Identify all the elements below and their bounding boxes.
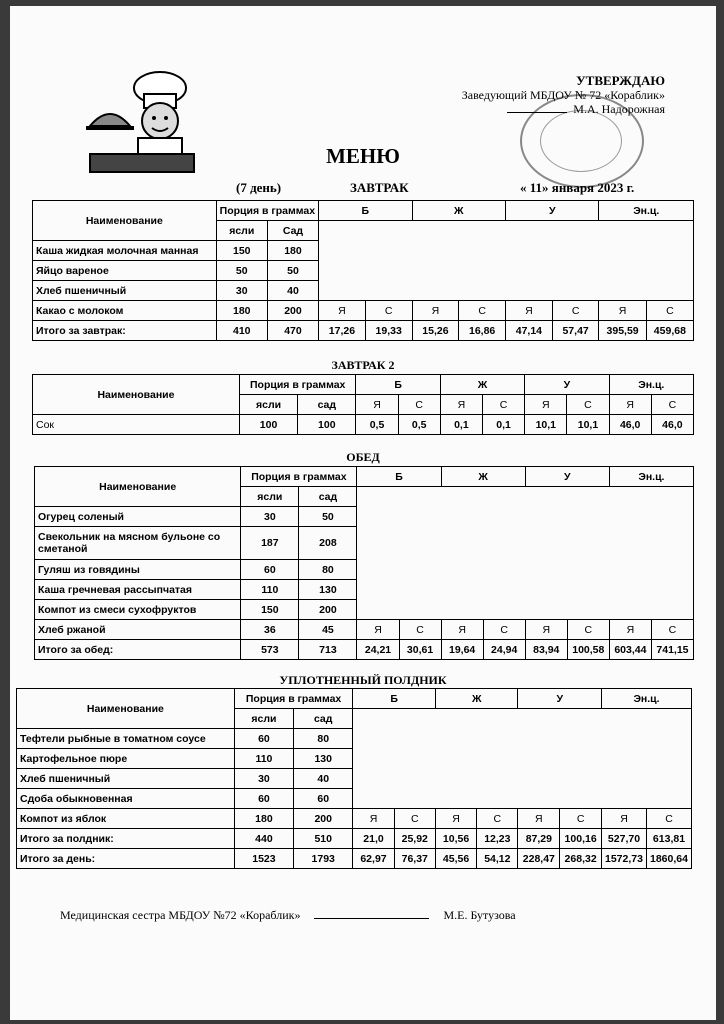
table-cell: Хлеб пшеничный <box>33 281 217 301</box>
lunch-title: ОБЕД <box>346 450 380 464</box>
table-cell: У <box>518 689 602 709</box>
table-cell: Хлеб ржаной <box>35 620 241 640</box>
table-cell: ясли <box>239 395 297 415</box>
approval-title: УТВЕРЖДАЮ <box>576 73 665 88</box>
table-cell: Итого за обед: <box>35 640 241 660</box>
table-cell: Я <box>435 809 476 829</box>
table-cell: Сок <box>33 415 240 435</box>
table-cell: С <box>483 620 525 640</box>
snack-table <box>16 688 692 869</box>
table-cell: 62,97 <box>353 849 394 869</box>
meal-label: ЗАВТРАК <box>350 180 409 195</box>
table-cell: 50 <box>267 261 318 281</box>
table-cell: Порция в граммах <box>241 467 357 487</box>
table-cell: 470 <box>267 321 318 341</box>
table-cell: 110 <box>241 580 299 600</box>
table-cell: 440 <box>234 829 293 849</box>
table-cell: 187 <box>241 527 299 560</box>
table-cell: С <box>646 809 691 829</box>
approval-person: М.А. Надорожная <box>573 102 665 116</box>
blank-area <box>319 221 694 301</box>
table-cell: 87,29 <box>518 829 560 849</box>
table-cell: 45 <box>299 620 357 640</box>
table-cell: С <box>394 809 435 829</box>
total-row <box>33 321 694 341</box>
table-cell: Наименование <box>17 689 235 729</box>
table-cell: Я <box>353 809 394 829</box>
table-cell: 0,1 <box>483 415 525 435</box>
header-b: Б <box>319 201 412 221</box>
table-cell: 527,70 <box>602 829 647 849</box>
table-cell: С <box>646 301 693 321</box>
table-cell: 15,26 <box>412 321 459 341</box>
table-cell: Б <box>357 467 441 487</box>
footer-person: М.Е. Бутузова <box>443 908 516 922</box>
table-cell: Я <box>525 395 567 415</box>
table-cell: 19,33 <box>365 321 412 341</box>
blank-area <box>353 709 692 809</box>
table-cell: Я <box>525 620 567 640</box>
page-title: МЕНЮ <box>326 144 400 168</box>
header-name: Наименование <box>33 201 217 241</box>
table-cell: С <box>651 395 693 415</box>
table-cell: Я <box>440 395 482 415</box>
table-cell: 228,47 <box>518 849 560 869</box>
table-cell: Я <box>357 620 399 640</box>
table-cell: С <box>483 395 525 415</box>
table-cell: Тефтели рыбные в томатном соусе <box>17 729 235 749</box>
table-cell: С <box>477 809 518 829</box>
table-cell: Я <box>609 395 651 415</box>
table-cell: 200 <box>294 809 353 829</box>
snack-title: УПЛОТНЕННЫЙ ПОЛДНИК <box>279 673 447 687</box>
lunch-table <box>34 466 694 660</box>
table-cell: 60 <box>234 789 293 809</box>
table-cell: 30 <box>234 769 293 789</box>
table-cell: 83,94 <box>525 640 567 660</box>
total-row <box>35 640 694 660</box>
table-cell: ясли <box>241 487 299 507</box>
total-row <box>17 829 692 849</box>
table-cell: 459,68 <box>646 321 693 341</box>
table-cell: 180 <box>216 301 267 321</box>
table-cell: 80 <box>294 729 353 749</box>
table-cell: С <box>651 620 693 640</box>
table-cell: 100,16 <box>560 829 602 849</box>
table-cell: 100,58 <box>567 640 609 660</box>
table-cell: 46,0 <box>651 415 693 435</box>
table-cell: Какао с молоком <box>33 301 217 321</box>
table-cell: 36 <box>241 620 299 640</box>
table-cell: Я <box>356 395 398 415</box>
table-cell: Итого за полдник: <box>17 829 235 849</box>
table-cell: Я <box>609 620 651 640</box>
footer-position: Медицинская сестра МБДОУ №72 «Кораблик» <box>60 908 301 922</box>
table-cell: 573 <box>241 640 299 660</box>
table-cell: 24,94 <box>483 640 525 660</box>
table-cell: Ж <box>441 467 525 487</box>
table-cell: 395,59 <box>599 321 646 341</box>
breakfast2-table <box>32 374 694 435</box>
table-cell: Я <box>518 809 560 829</box>
table-cell: Б <box>353 689 436 709</box>
table-cell: 603,44 <box>609 640 651 660</box>
header-energy: Эн.ц. <box>599 201 694 221</box>
table-cell: 110 <box>234 749 293 769</box>
table-cell: Я <box>319 301 366 321</box>
table-cell: Эн.ц. <box>602 689 692 709</box>
table-cell: 21,0 <box>353 829 394 849</box>
table-cell: Гуляш из говядины <box>35 560 241 580</box>
approval-position: Заведующий МБДОУ № 72 «Кораблик» <box>461 88 665 102</box>
table-cell: Картофельное пюре <box>17 749 235 769</box>
breakfast2-title: ЗАВТРАК 2 <box>331 358 395 372</box>
table-cell: 30 <box>216 281 267 301</box>
table-cell: Компот из смеси сухофруктов <box>35 600 241 620</box>
table-cell: 17,26 <box>319 321 366 341</box>
table-cell: 130 <box>294 749 353 769</box>
table-cell: Я <box>602 809 647 829</box>
table-cell: 410 <box>216 321 267 341</box>
table-cell: 10,1 <box>567 415 609 435</box>
table-cell: 40 <box>267 281 318 301</box>
table-cell: 100 <box>298 415 356 435</box>
table-cell: сад <box>294 709 353 729</box>
table-cell: С <box>560 809 602 829</box>
table-cell: 60 <box>241 560 299 580</box>
table-cell: 25,92 <box>394 829 435 849</box>
text: Свекольник на мясном бульоне со <box>38 531 221 543</box>
table-cell: 30,61 <box>399 640 441 660</box>
table-row <box>33 301 694 321</box>
table-cell: Огурец соленый <box>35 507 241 527</box>
table-cell: 45,56 <box>435 849 476 869</box>
table-cell: сад <box>299 487 357 507</box>
table-cell: 741,15 <box>651 640 693 660</box>
table-cell: У <box>525 375 609 395</box>
header-garden: Сад <box>267 221 318 241</box>
table-cell: Б <box>356 375 440 395</box>
table-cell: 50 <box>299 507 357 527</box>
table-cell: 40 <box>294 769 353 789</box>
table-cell: С <box>552 301 599 321</box>
table-cell: 0,5 <box>398 415 440 435</box>
table-cell: С <box>399 620 441 640</box>
table-cell: У <box>525 467 609 487</box>
approval-block <box>410 74 665 116</box>
table-cell: Сдоба обыкновенная <box>17 789 235 809</box>
day-total-row <box>17 849 692 869</box>
table-cell: Каша гречневая рассыпчатая <box>35 580 241 600</box>
table-cell: 180 <box>267 241 318 261</box>
table-cell: Ж <box>440 375 524 395</box>
table-cell: 54,12 <box>477 849 518 869</box>
table-cell: С <box>567 620 609 640</box>
table-cell: 30 <box>241 507 299 527</box>
table-cell: С <box>567 395 609 415</box>
table-row <box>17 809 692 829</box>
table-cell: С <box>398 395 440 415</box>
table-cell: 100 <box>239 415 297 435</box>
table-cell: 19,64 <box>441 640 483 660</box>
table-cell: Итого за завтрак: <box>33 321 217 341</box>
table-cell: Наименование <box>35 467 241 507</box>
breakfast-table <box>32 200 694 341</box>
table-cell: С <box>459 301 506 321</box>
table-cell: сад <box>298 395 356 415</box>
table-cell: 1793 <box>294 849 353 869</box>
table-cell: Эн.ц. <box>609 467 693 487</box>
approval-signature <box>507 112 567 113</box>
table-cell: 10,1 <box>525 415 567 435</box>
blank-area <box>357 487 694 620</box>
table-cell: Эн.ц. <box>609 375 693 395</box>
footer-signature-line <box>314 918 429 919</box>
table-cell: 268,32 <box>560 849 602 869</box>
header-u: У <box>506 201 599 221</box>
table-cell: Я <box>441 620 483 640</box>
table-cell: 57,47 <box>552 321 599 341</box>
table-cell: Хлеб пшеничный <box>17 769 235 789</box>
table-cell: 76,37 <box>394 849 435 869</box>
header-nursery: ясли <box>216 221 267 241</box>
text: сметаной <box>38 543 88 555</box>
table-cell: Я <box>599 301 646 321</box>
table-cell: Порция в граммах <box>234 689 353 709</box>
table-cell: Я <box>412 301 459 321</box>
table-cell: Порция в граммах <box>239 375 356 395</box>
table-cell: Яйцо вареное <box>33 261 217 281</box>
table-cell: 24,21 <box>357 640 399 660</box>
table-cell: 150 <box>216 241 267 261</box>
table-cell: 60 <box>234 729 293 749</box>
table-cell: Я <box>506 301 553 321</box>
table-cell: ясли <box>234 709 293 729</box>
table-cell: Компот из яблок <box>17 809 235 829</box>
table-cell: 10,56 <box>435 829 476 849</box>
table-cell: 0,5 <box>356 415 398 435</box>
menu-document <box>10 6 716 1020</box>
table-cell: 208 <box>299 527 357 560</box>
table-cell: Ж <box>435 689 518 709</box>
table-cell: 46,0 <box>609 415 651 435</box>
table-row <box>35 620 694 640</box>
table-cell: 613,81 <box>646 829 691 849</box>
table-cell: 713 <box>299 640 357 660</box>
table-row <box>33 415 694 435</box>
table-cell: 0,1 <box>440 415 482 435</box>
table-cell: 1860,64 <box>646 849 691 869</box>
table-cell: 80 <box>299 560 357 580</box>
table-cell: 1572,73 <box>602 849 647 869</box>
footer-signature <box>60 908 516 923</box>
table-cell: 150 <box>241 600 299 620</box>
table-cell: 180 <box>234 809 293 829</box>
table-cell: 12,23 <box>477 829 518 849</box>
table-cell: 1523 <box>234 849 293 869</box>
table-cell: 60 <box>294 789 353 809</box>
table-cell: 510 <box>294 829 353 849</box>
header-zh: Ж <box>412 201 505 221</box>
table-cell: 200 <box>267 301 318 321</box>
table-cell: С <box>365 301 412 321</box>
table-cell: 200 <box>299 600 357 620</box>
date-label: « 11» января 2023 г. <box>520 180 635 195</box>
table-cell: 47,14 <box>506 321 553 341</box>
table-cell: 50 <box>216 261 267 281</box>
table-cell: Наименование <box>33 375 240 415</box>
header-portion: Порция в граммах <box>216 201 318 221</box>
table-cell: 16,86 <box>459 321 506 341</box>
table-cell: Каша жидкая молочная манная <box>33 241 217 261</box>
day-label: (7 день) <box>236 180 282 195</box>
table-cell: Итого за день: <box>17 849 235 869</box>
table-cell: 130 <box>299 580 357 600</box>
